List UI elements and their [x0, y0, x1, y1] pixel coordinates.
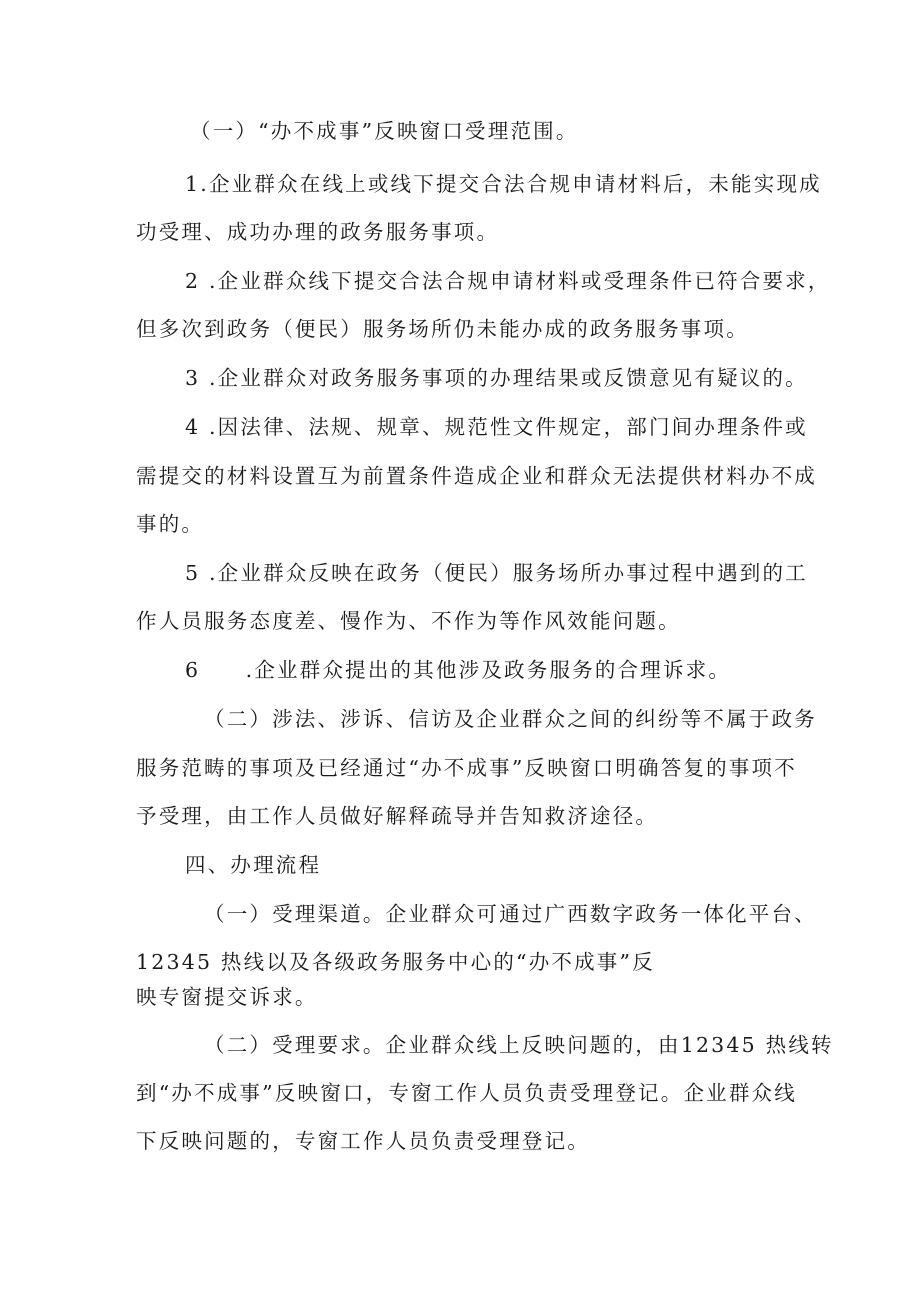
paragraph-line: 4 .因法律、法规、规章、规范性文件规定，部门间办理条件或 — [185, 415, 808, 439]
paragraph-line: 功受理、成功办理的政务服务事项。 — [136, 220, 500, 244]
paragraph-line: 服务范畴的事项及已经通过“办不成事”反映窗口明确答复的事项不 — [136, 756, 797, 780]
paragraph-line: 作人员服务态度差、慢作为、不作为等作风效能问题。 — [136, 609, 681, 633]
paragraph-line: 12345 热线以及各级政务服务中心的“办不成事”反 — [136, 950, 655, 974]
paragraph-line: 但多次到政务（便民）服务场所仍未能办成的政务服务事项。 — [136, 317, 749, 341]
paragraph-line: （一）受理渠道。企业群众可通过广西数字政务一体化平台、 — [204, 902, 817, 926]
paragraph-line: 需提交的材料设置互为前置条件造成企业和群众无法提供材料办不成 — [136, 464, 817, 488]
paragraph-line: 事的。 — [136, 512, 205, 536]
paragraph-line: 下反映问题的，专窗工作人员负责受理登记。 — [136, 1129, 590, 1153]
paragraph-line: （二）受理要求。企业群众线上反映问题的，由12345 热线转 — [204, 1033, 834, 1057]
paragraph-line: 映专窗提交诉求。 — [136, 985, 318, 1009]
paragraph-line: 6 .企业群众提出的其他涉及政务服务的合理诉求。 — [185, 658, 732, 682]
paragraph-line: 到“办不成事”反映窗口，专窗工作人员负责受理登记。企业群众线 — [136, 1081, 797, 1105]
paragraph-line: 3 .企业群众对政务服务事项的办理结果或反馈意见有疑议的。 — [185, 366, 808, 390]
paragraph-line: 5 .企业群众反映在政务（便民）服务场所办事过程中遇到的工 — [185, 561, 808, 585]
paragraph-line: 2 .企业群众线下提交合法合规申请材料或受理条件已符合要求， — [185, 269, 831, 293]
paragraph-line: （二）涉法、涉诉、信访及企业群众之间的纠纷等不属于政务 — [204, 707, 817, 731]
paragraph-line: 予受理，由工作人员做好解释疏导并告知救济途径。 — [136, 804, 659, 828]
section-heading-process: 四、办理流程 — [185, 853, 322, 877]
paragraph-line: 1.企业群众在线上或线下提交合法合规申请材料后，未能实现成 — [185, 172, 822, 196]
section-heading-scope: （一）“办不成事”反映窗口受理范围。 — [190, 119, 579, 143]
